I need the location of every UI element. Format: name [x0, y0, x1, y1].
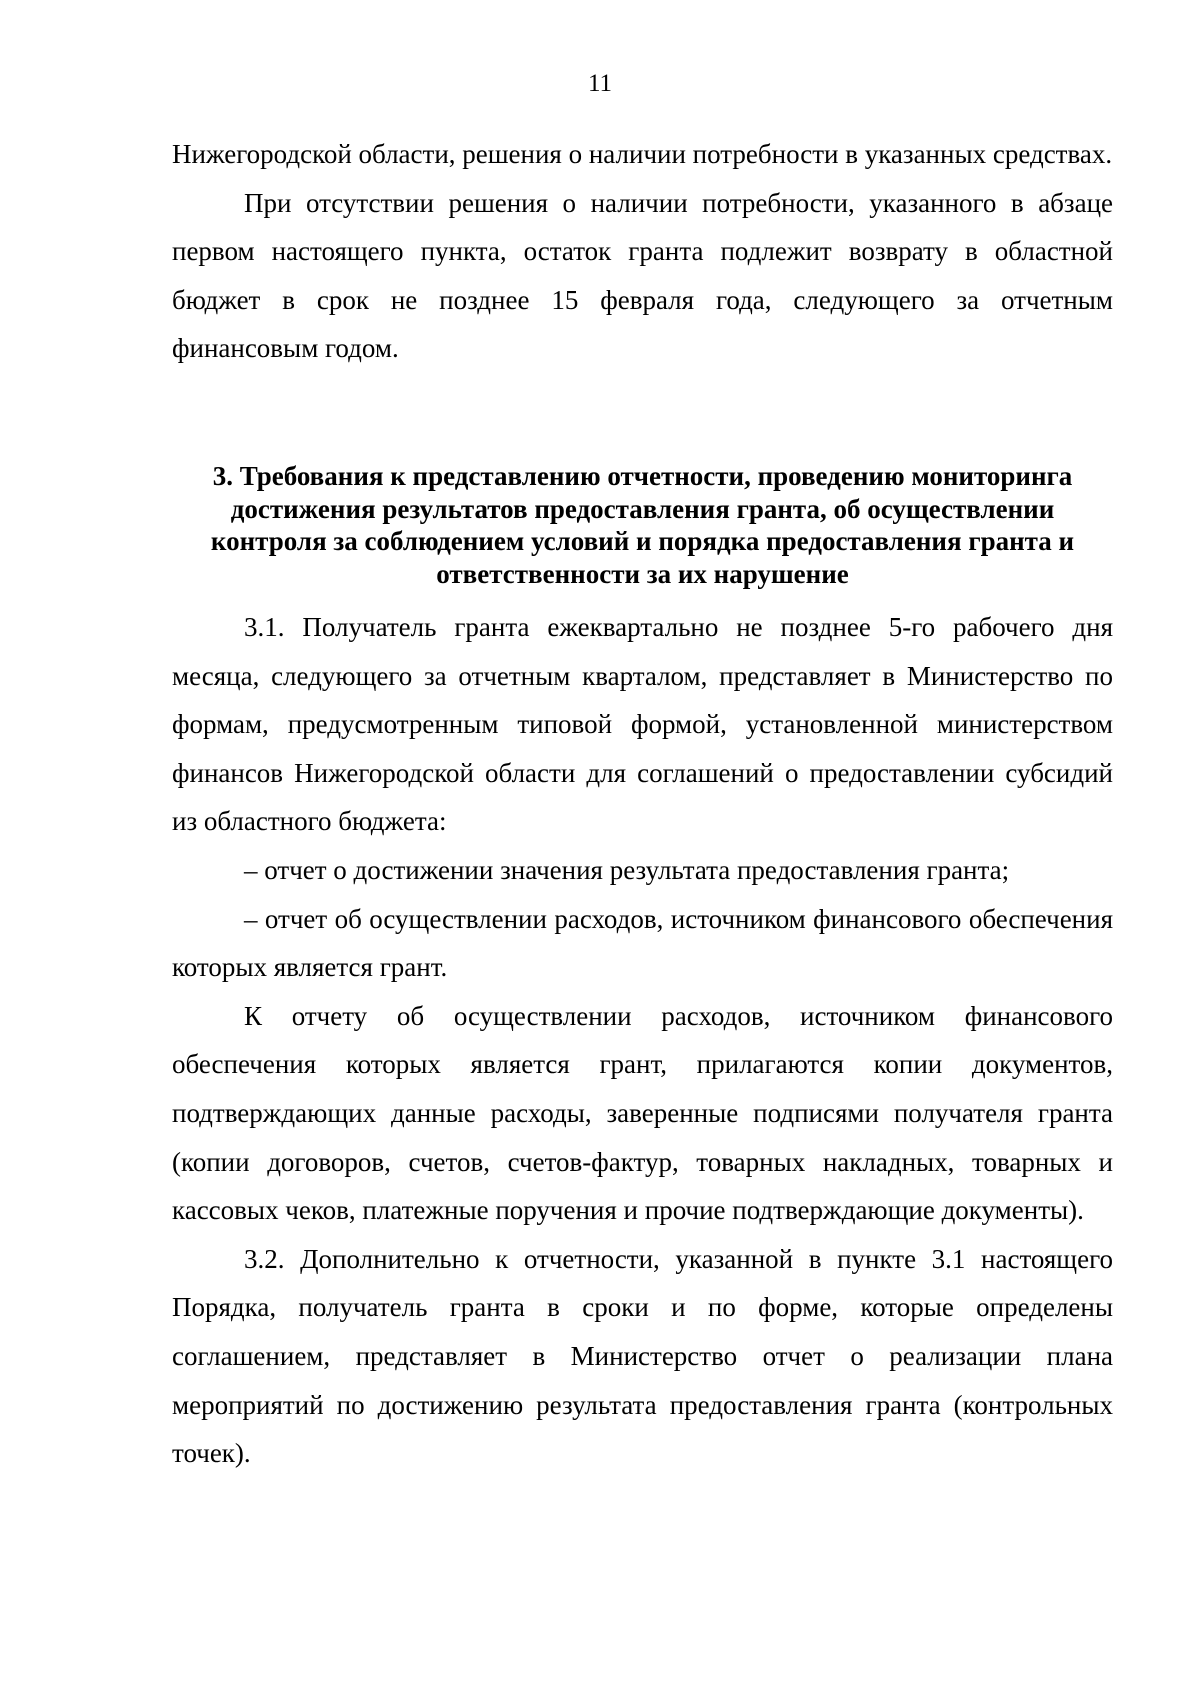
top-text-block [172, 130, 1113, 373]
section-3-heading: 3. Требования к представлению отчетности, проведению мониторинга достижения результатов предоставления гранта, об осуществлении контроля за соблюдением условий и порядка предоставления гранта и ответственности за их нарушение [210, 461, 1075, 589]
paragraph-3-1: 3.1. Получатель гранта ежеквартально не позднее 5-го рабочего дня месяца, следующего за отчетным кварталом, представляет в Министерство по формам, предусмотренным типовой формой, установленной министерством финансов Нижегородской области для соглашений о предоставлении субсидий из областного бюджета: [172, 612, 1113, 837]
paragraph-grant-return: При отсутствии решения о наличии потребности, указанного в абзаце первом настоящего пункта, остаток гранта подлежит возврату в областной бюджет в срок не позднее 15 февраля года, следующего за отчетным финансовым годом. [172, 187, 1113, 364]
list-item-expense-report: – отчет об осуществлении расходов, источником финансового обеспечения которых является грант. [172, 903, 1113, 983]
page-number: 11 [587, 70, 613, 97]
paragraph-attachments: К отчету об осуществлении расходов, источником финансового обеспечения которых является грант, прилагаются копии документов, подтверждающих данные расходы, заверенные подписями получателя гранта (копии договоров, счетов, счетов-фактур, товарных накладных, товарных и кассовых чеков, платежные поручения и прочие подтверждающие документы). [172, 1000, 1113, 1226]
paragraph-continuation: Нижегородской области, решения о наличии потребности в указанных средствах. [172, 139, 1113, 169]
list-item-result-report: – отчет о достижении значения результата предоставления гранта; [244, 854, 1010, 885]
section-3-body [172, 603, 1113, 1478]
paragraph-3-2: 3.2. Дополнительно к отчетности, указанной в пункте 3.1 настоящего Порядка, получатель гранта в сроки и по форме, которые определены соглашением, представляет в Министерство отчет о реализации плана мероприятий по достижению результата предоставления гранта (контрольных точек). [172, 1243, 1113, 1469]
